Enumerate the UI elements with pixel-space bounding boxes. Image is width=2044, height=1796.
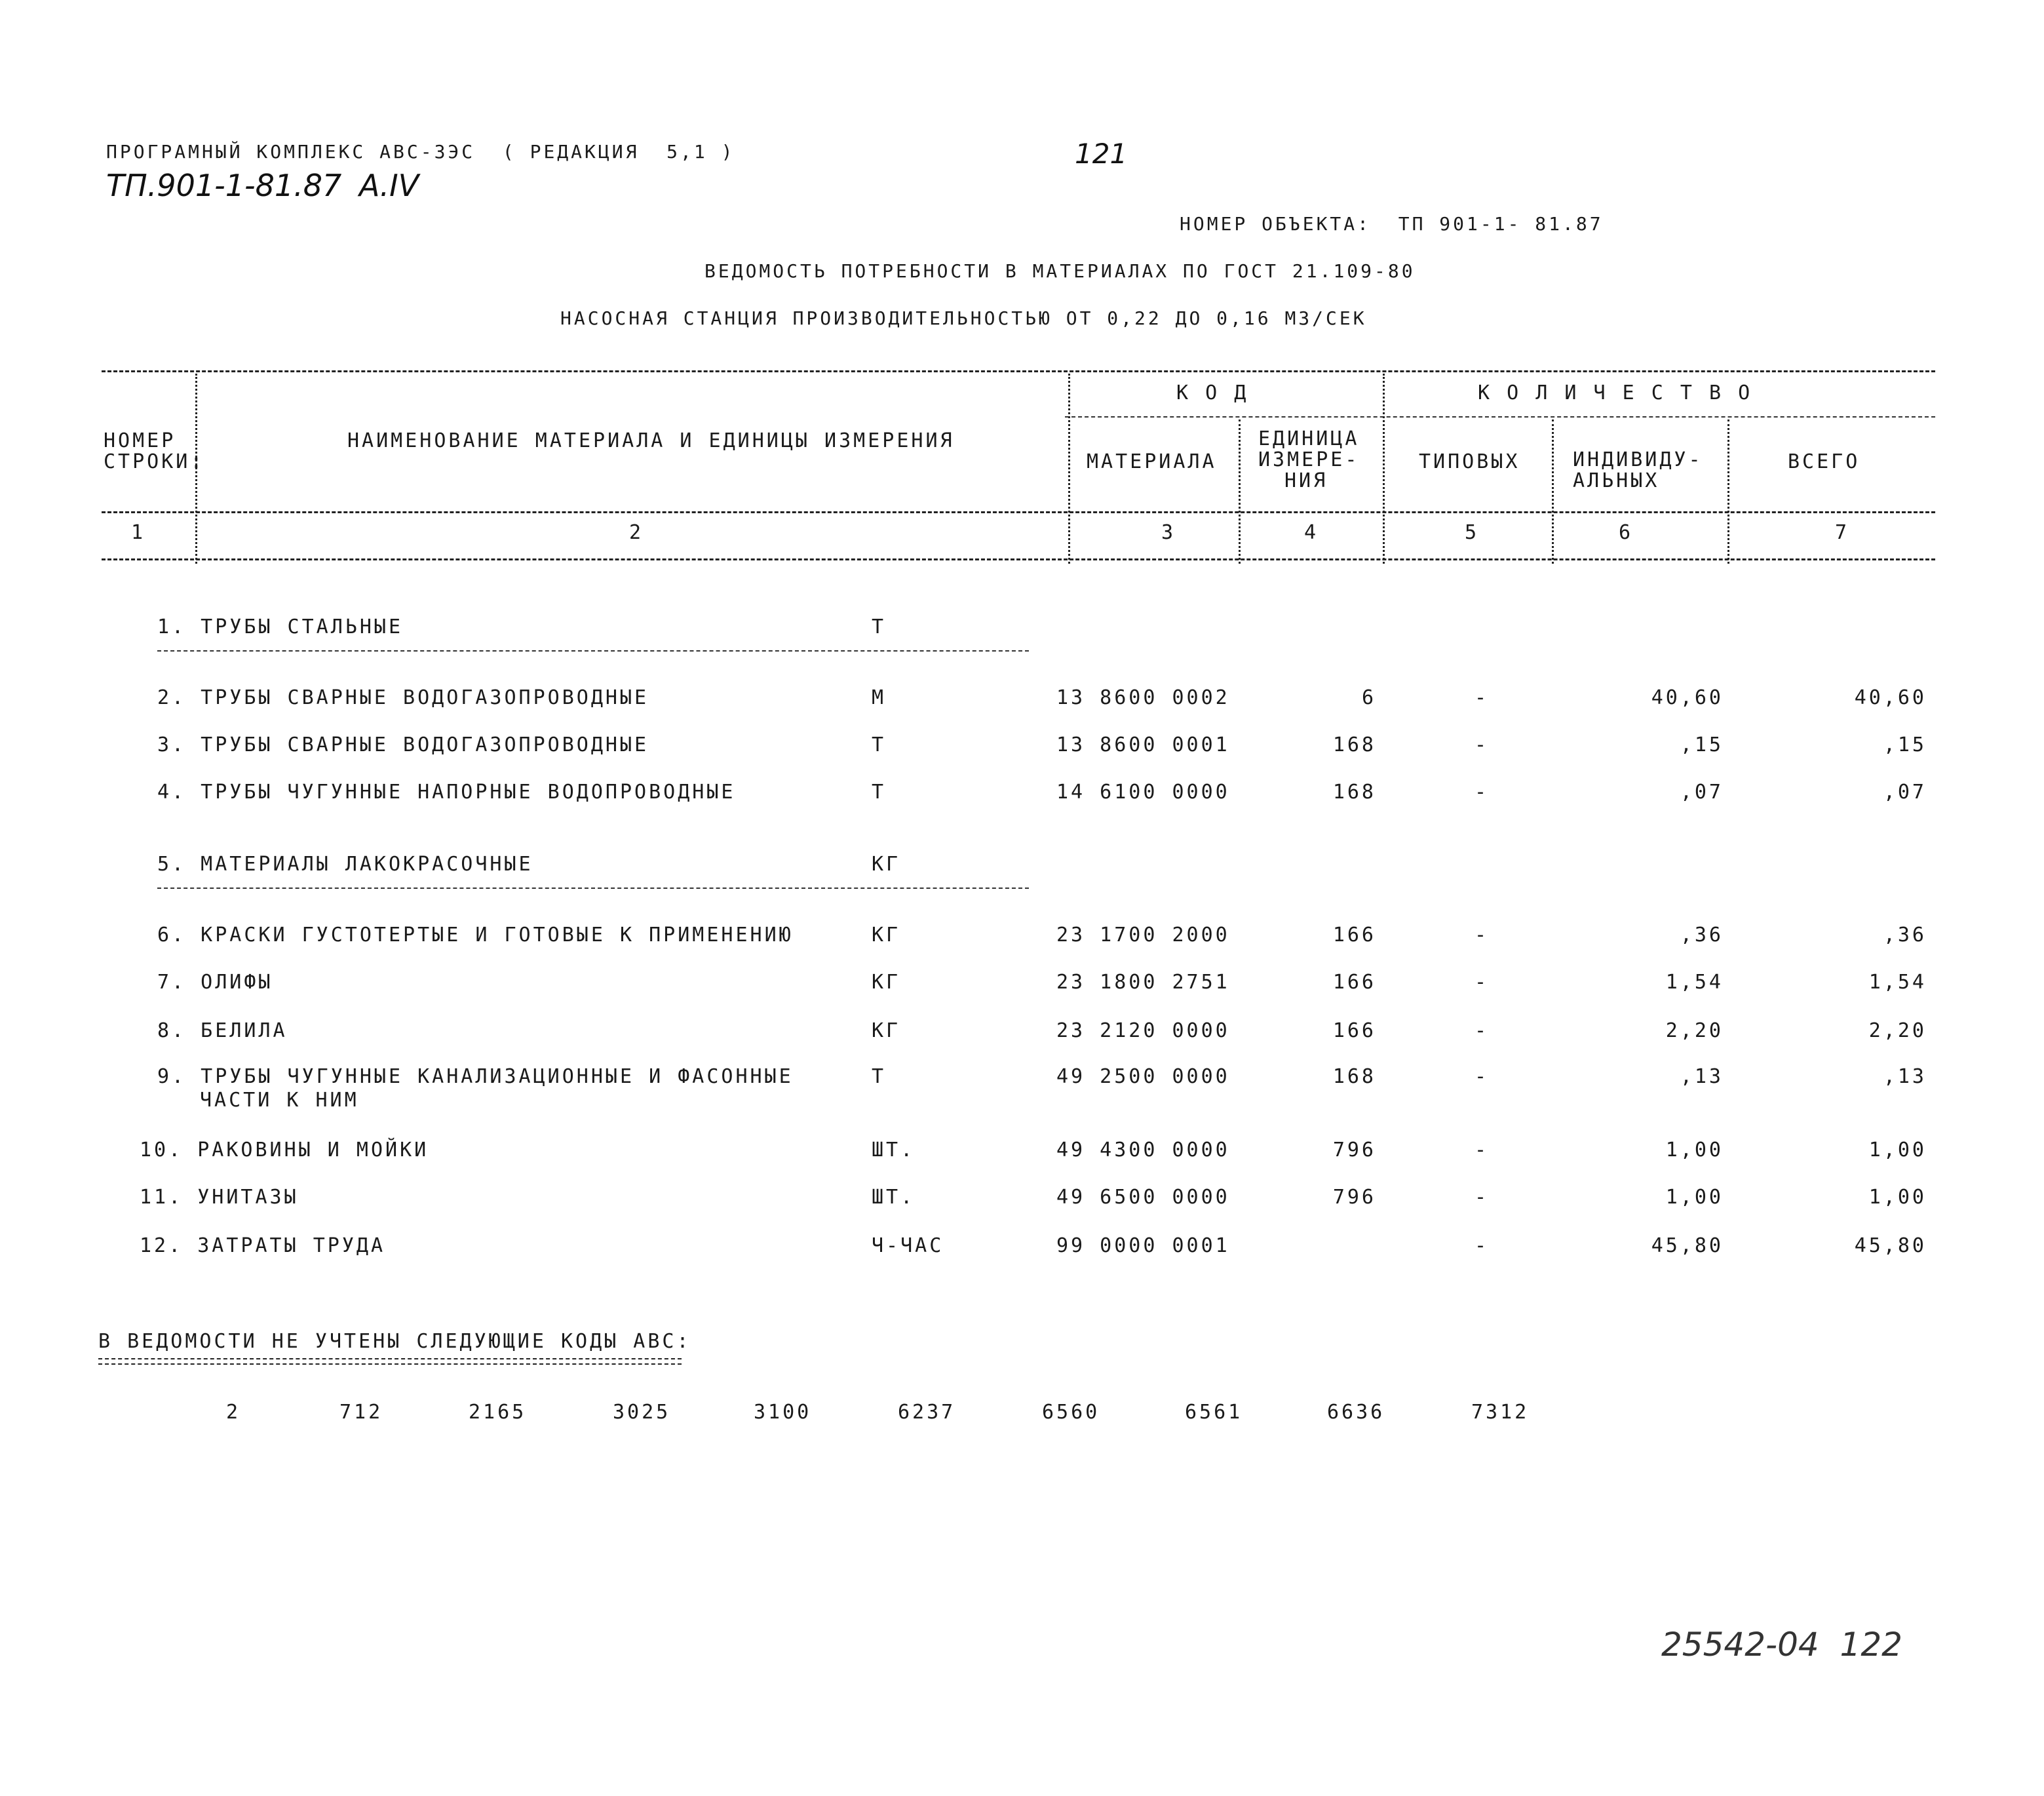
row-typical: - (1475, 971, 1490, 994)
group-underline (157, 888, 1029, 889)
col-separator (1552, 420, 1554, 564)
row-typical: - (1475, 686, 1490, 709)
row-individual: ,15 (1680, 733, 1724, 756)
row-unit: М (872, 686, 887, 709)
row-material-code: 99 0000 0001 (1056, 1234, 1230, 1257)
page-number: 121 (1075, 138, 1128, 170)
row-unit: КГ (872, 1019, 901, 1042)
row-name: 7. ОЛИФЫ (157, 971, 273, 994)
row-total: 1,00 (1868, 1139, 1927, 1162)
footer-note: В ВЕДОМОСТИ НЕ УЧТЕНЫ СЛЕДУЮЩИЕ КОДЫ АВС: (98, 1330, 691, 1353)
header-typical: ТИПОВЫХ (1419, 450, 1520, 473)
row-typical: - (1475, 1234, 1490, 1257)
header-row-number-2: СТРОКИ: (104, 450, 205, 473)
row-unit-code: 166 (1332, 924, 1376, 947)
row-total: 1,54 (1868, 971, 1927, 994)
archive-stamp: 25542-04 122 (1661, 1626, 1902, 1664)
column-number: 3 (1161, 521, 1176, 544)
header-top-rule (102, 370, 1935, 372)
row-material-code: 14 6100 0000 (1056, 781, 1230, 804)
row-individual: ,13 (1680, 1065, 1724, 1088)
row-unit: ШТ. (872, 1186, 916, 1209)
row-material-code: 23 1700 2000 (1056, 924, 1230, 947)
row-unit: ШТ. (872, 1139, 916, 1162)
row-unit: Ч-ЧАС (872, 1234, 944, 1257)
row-unit: Т (872, 1065, 887, 1088)
code-item: 712 (339, 1401, 383, 1424)
header-total: ВСЕГО (1788, 450, 1861, 473)
row-name: 6. КРАСКИ ГУСТОТЕРТЫЕ И ГОТОВЫЕ К ПРИМЕНЕНИЮ (157, 924, 794, 947)
row-typical: - (1475, 1019, 1490, 1042)
row-material-code: 13 8600 0002 (1056, 686, 1230, 709)
document-title: ВЕДОМОСТЬ ПОТРЕБНОСТИ В МАТЕРИАЛАХ ПО ГОСТ 21.109-80 (704, 260, 1416, 282)
row-unit-code: 168 (1332, 781, 1376, 804)
header-material: МАТЕРИАЛА (1087, 450, 1217, 473)
row-name: 10. РАКОВИНЫ И МОЙКИ (140, 1139, 429, 1162)
row-unit-code: 166 (1332, 1019, 1376, 1042)
col-separator (1068, 374, 1070, 564)
row-name-continuation: ЧАСТИ К НИМ (200, 1089, 359, 1112)
row-total: 45,80 (1854, 1234, 1927, 1257)
row-unit-code: 796 (1332, 1186, 1376, 1209)
row-typical: - (1475, 1186, 1490, 1209)
row-name: 2. ТРУБЫ СВАРНЫЕ ВОДОГАЗОПРОВОДНЫЕ (157, 686, 649, 709)
row-material-code: 23 1800 2751 (1056, 971, 1230, 994)
column-number: 4 (1304, 521, 1319, 544)
row-unit: Т (872, 615, 887, 638)
row-total: 1,00 (1868, 1186, 1927, 1209)
group-underline (157, 650, 1029, 652)
row-typical: - (1475, 781, 1490, 804)
row-total: 2,20 (1868, 1019, 1927, 1042)
code-item: 2 (226, 1401, 241, 1424)
row-typical: - (1475, 924, 1490, 947)
code-item: 6237 (898, 1401, 956, 1424)
code-item: 6636 (1327, 1401, 1385, 1424)
header-kod: К О Д (1176, 381, 1249, 404)
row-individual: 1,00 (1665, 1139, 1724, 1162)
program-name: ПРОГРАМНЫЙ КОМПЛЕКС АВС-ЗЭС ( РЕДАКЦИЯ 5,1 ) (106, 141, 735, 163)
row-individual: ,36 (1680, 924, 1724, 947)
row-name: 12. ЗАТРАТЫ ТРУДА (140, 1234, 386, 1257)
row-individual: 2,20 (1665, 1019, 1724, 1042)
row-name: 8. БЕЛИЛА (157, 1019, 288, 1042)
row-unit: Т (872, 781, 887, 804)
row-total: ,07 (1883, 781, 1927, 804)
row-name: 9. ТРУБЫ ЧУГУННЫЕ КАНАЛИЗАЦИОННЫЕ И ФАСОННЫЕ (157, 1065, 794, 1088)
header-individual-2: АЛЬНЫХ (1573, 469, 1660, 492)
row-name: 4. ТРУБЫ ЧУГУННЫЕ НАПОРНЫЕ ВОДОПРОВОДНЫЕ (157, 781, 736, 804)
row-material-code: 13 8600 0001 (1056, 733, 1230, 756)
row-material-code: 49 4300 0000 (1056, 1139, 1230, 1162)
row-individual: 40,60 (1651, 686, 1724, 709)
column-number: 2 (629, 521, 644, 544)
code-item: 7312 (1471, 1401, 1530, 1424)
row-name: 1. ТРУБЫ СТАЛЬНЫЕ (157, 615, 404, 638)
row-name: 5. МАТЕРИАЛЫ ЛАКОКРАСОЧНЫЕ (157, 853, 533, 876)
header-unit-1: ЕДИНИЦА (1258, 427, 1360, 450)
row-total: ,13 (1883, 1065, 1927, 1088)
footer-double-rule (98, 1358, 682, 1365)
object-number: НОМЕР ОБЪЕКТА: ТП 901-1- 81.87 (1180, 213, 1604, 235)
row-typical: - (1475, 1065, 1490, 1088)
row-unit: Т (872, 733, 887, 756)
row-material-code: 49 6500 0000 (1056, 1186, 1230, 1209)
handwritten-project-code: ТП.901-1-81.87 (106, 168, 342, 203)
row-unit-code: 6 (1361, 686, 1376, 709)
column-number: 6 (1619, 521, 1634, 544)
row-typical: - (1475, 733, 1490, 756)
row-unit: КГ (872, 853, 901, 876)
code-item: 6561 (1185, 1401, 1243, 1424)
row-unit-code: 796 (1332, 1139, 1376, 1162)
column-numbers-rule (102, 558, 1935, 560)
document-subtitle: НАСОСНАЯ СТАНЦИЯ ПРОИЗВОДИТЕЛЬНОСТЬЮ ОТ 0,22 ДО 0,16 М3/СЕК (560, 307, 1367, 329)
row-individual: 1,54 (1665, 971, 1724, 994)
row-individual: 45,80 (1651, 1234, 1724, 1257)
row-individual: ,07 (1680, 781, 1724, 804)
header-name: НАИМЕНОВАНИЕ МАТЕРИАЛА И ЕДИНИЦЫ ИЗМЕРЕНИЯ (347, 429, 955, 452)
row-name: 11. УНИТАЗЫ (140, 1186, 299, 1209)
header-kolichestvo: К О Л И Ч Е С Т В О (1478, 381, 1753, 404)
row-total: ,15 (1883, 733, 1927, 756)
col-separator (1727, 420, 1729, 564)
row-unit-code: 168 (1332, 1065, 1376, 1088)
col-separator (1239, 420, 1241, 564)
row-unit: КГ (872, 971, 901, 994)
column-number: 1 (131, 521, 146, 544)
header-bottom-rule (102, 511, 1935, 513)
handwritten-album: А.IV (359, 168, 419, 203)
row-individual: 1,00 (1665, 1186, 1724, 1209)
column-number: 5 (1465, 521, 1480, 544)
code-item: 2165 (469, 1401, 527, 1424)
column-number: 7 (1835, 521, 1850, 544)
row-unit: КГ (872, 924, 901, 947)
row-unit-code: 166 (1332, 971, 1376, 994)
code-item: 3025 (613, 1401, 671, 1424)
header-individual-1: ИНДИВИДУ- (1573, 448, 1703, 471)
row-total: ,36 (1883, 924, 1927, 947)
row-name: 3. ТРУБЫ СВАРНЫЕ ВОДОГАЗОПРОВОДНЫЕ (157, 733, 649, 756)
header-mid-rule (1065, 416, 1935, 418)
header-row-number-1: НОМЕР (104, 429, 176, 452)
col-separator (1383, 374, 1385, 564)
row-total: 40,60 (1854, 686, 1927, 709)
code-item: 3100 (754, 1401, 812, 1424)
row-unit-code: 168 (1332, 733, 1376, 756)
header-unit-3: НИЯ (1284, 469, 1328, 492)
row-typical: - (1475, 1139, 1490, 1162)
header-unit-2: ИЗМЕРЕ- (1258, 448, 1360, 471)
row-material-code: 49 2500 0000 (1056, 1065, 1230, 1088)
code-item: 6560 (1042, 1401, 1100, 1424)
row-material-code: 23 2120 0000 (1056, 1019, 1230, 1042)
